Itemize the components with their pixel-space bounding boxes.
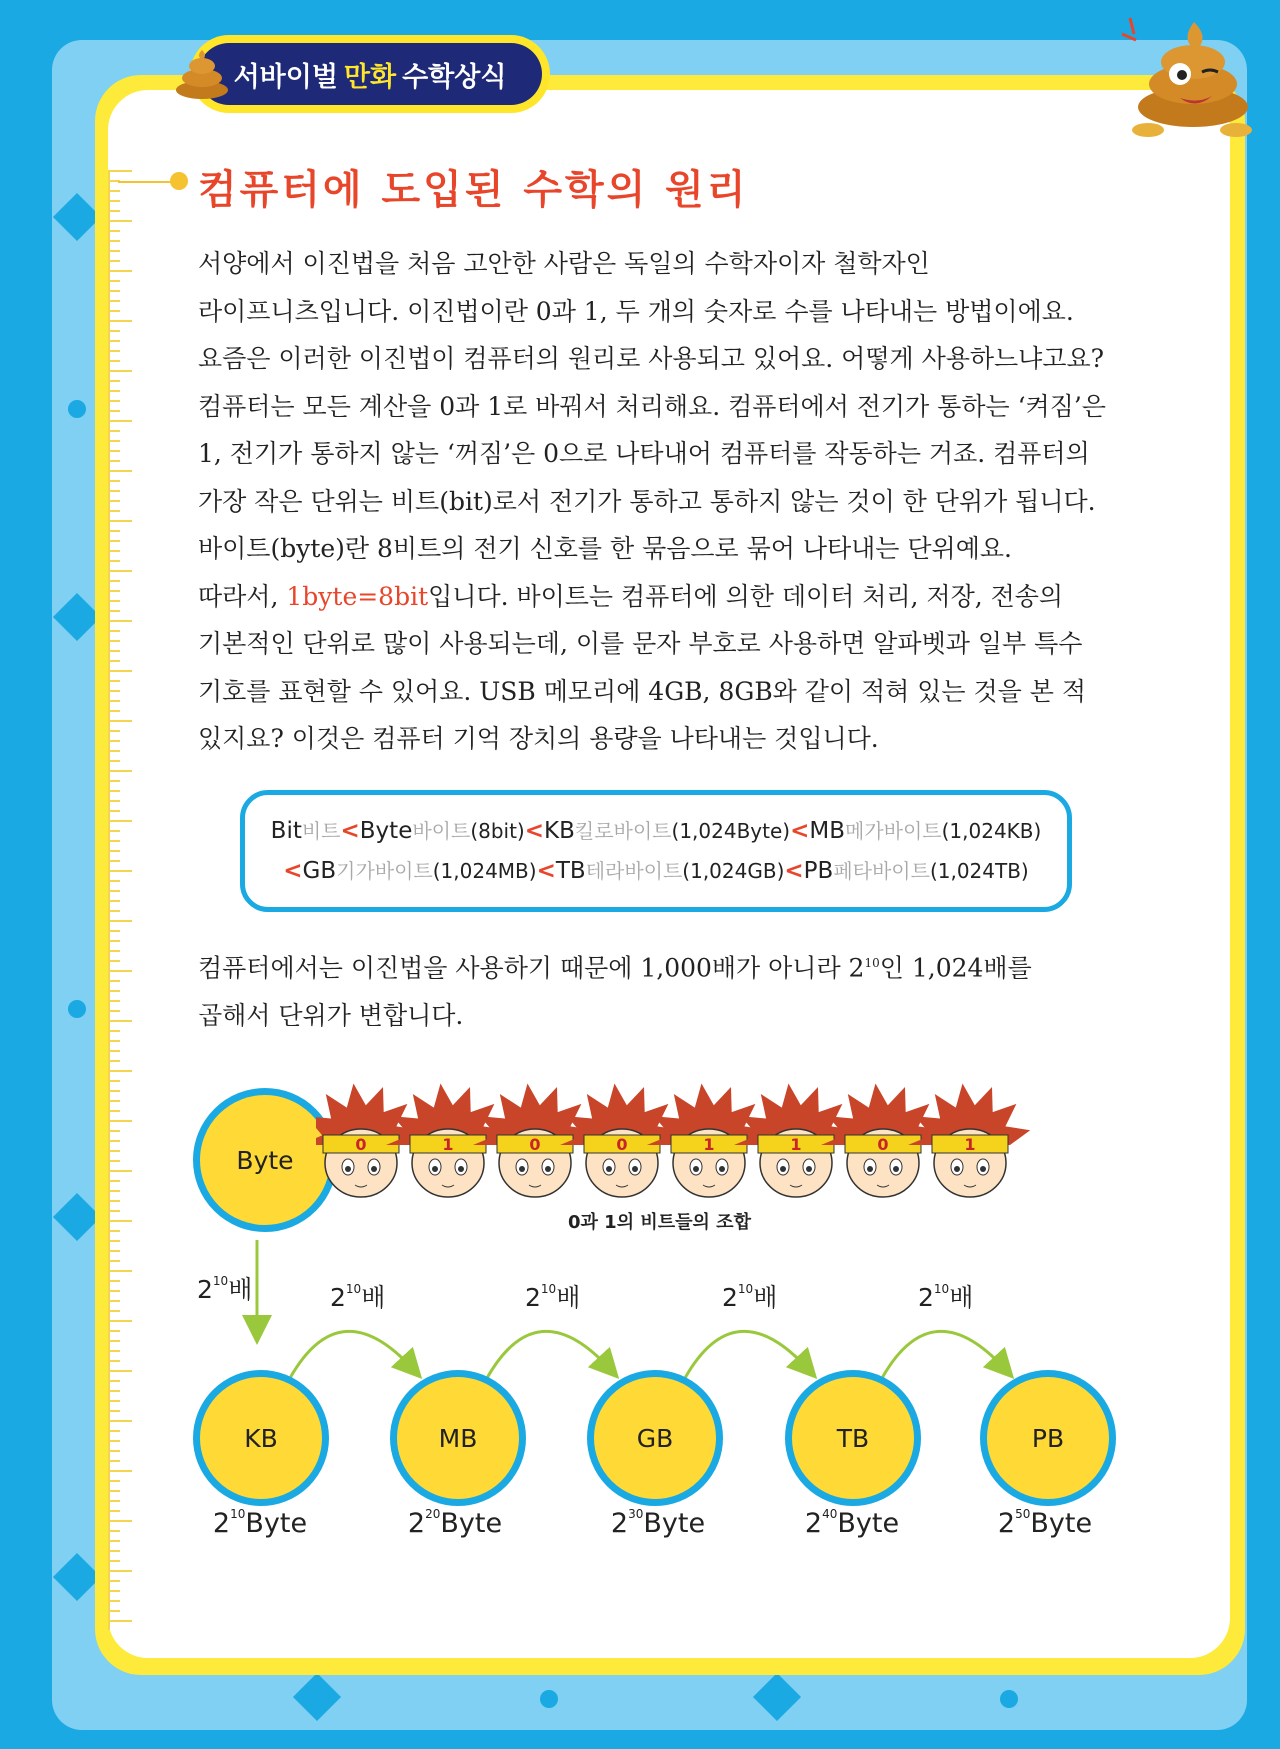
bits-caption: 0과 1의 비트들의 조합 (568, 1212, 751, 1233)
node-value (180, 1508, 340, 1539)
badge-text-1: 서바이벌 (233, 61, 338, 93)
base: 2 (918, 1283, 934, 1312)
unit-tb-n: (1,024GB) (682, 859, 785, 883)
exponent: 10 (345, 1281, 362, 1296)
unit-node-gb (587, 1370, 723, 1506)
bit-digit: 1 (703, 1135, 715, 1154)
unit-kb-kr: 킬로바이트 (574, 819, 672, 843)
base: 2 (722, 1283, 738, 1312)
exponent: 10 (230, 1507, 246, 1521)
unit: 배 (361, 1283, 386, 1312)
curve-arrow (487, 1331, 609, 1378)
base: 2 (804, 1508, 823, 1539)
badge-text-3: 수학상식 (402, 61, 507, 93)
node-value (375, 1508, 535, 1539)
exponent: 10 (540, 1281, 557, 1296)
bit-digit: 1 (964, 1135, 976, 1154)
bit-digit: 0 (877, 1135, 889, 1154)
unit-kb-n: (1,024Byte) (671, 819, 791, 843)
body-line: 바이트(byte)란 8비트의 전기 신호를 한 묶음으로 묶어 나타내는 단위예요. (198, 534, 1012, 563)
page-title: 컴퓨터에 도입된 수학의 원리 (198, 167, 749, 213)
unit-node-kb (193, 1370, 329, 1506)
unit: Byte (245, 1508, 308, 1539)
base: 2 (197, 1275, 213, 1304)
node-label: KB (244, 1423, 278, 1453)
unit: 배 (228, 1275, 253, 1304)
body-line: 기본적인 단위로 많이 사용되는데, 이를 문자 부호로 사용하면 알파벳과 일부 특수 (198, 629, 1083, 658)
bit-digit: 0 (355, 1135, 367, 1154)
body-text: 따라서, (198, 581, 287, 611)
unit: 배 (556, 1283, 581, 1312)
curve-arrow (685, 1331, 807, 1378)
body-line: 1, 전기가 통하지 않는 ‘꺼짐’은 0으로 나타내어 컴퓨터를 작동하는 거죠. 컴퓨터의 (198, 439, 1090, 468)
body-line: 기호를 표현할 수 있어요. USB 메모리에 4GB, 8GB와 같이 적혀 있는 것을 본 적 (198, 676, 1087, 706)
base: 2 (610, 1508, 629, 1539)
unit: 배 (753, 1283, 778, 1312)
badge-text-2: 만화 (343, 61, 397, 93)
unit-pb-n: (1,024TB) (929, 859, 1029, 883)
unit: Byte (440, 1508, 503, 1539)
unit-pb: PB (803, 858, 834, 884)
base: 2 (212, 1508, 231, 1539)
node-label: GB (636, 1423, 674, 1453)
unit-pb-kr: 페타바이트 (833, 859, 930, 883)
unit-mb-n: (1,024KB) (941, 819, 1042, 843)
curve-arrow (290, 1331, 412, 1378)
less-than-icon: < (784, 858, 804, 884)
body-line: 서양에서 이진법을 처음 고안한 사람은 독일의 수학자이자 철학자인 (198, 249, 930, 278)
multiplier-label (197, 1270, 252, 1306)
unit-gb: GB (302, 858, 337, 884)
node-value (965, 1508, 1125, 1539)
unit: Byte (837, 1508, 900, 1539)
unit: Byte (1030, 1508, 1093, 1539)
node-label: PB (1031, 1423, 1065, 1453)
exponent: 50 (1015, 1507, 1031, 1521)
body-line: 가장 작은 단위는 비트(bit)로서 전기가 통하고 통하지 않는 것이 한 단위가 됩니다. (198, 486, 1096, 516)
unit: Byte (643, 1508, 706, 1539)
node-value (772, 1508, 932, 1539)
less-than-icon: < (524, 818, 545, 844)
multiplier-label (525, 1278, 580, 1314)
unit-node-tb (785, 1370, 921, 1506)
exponent: 10 (933, 1281, 950, 1296)
superscript: 10 (864, 956, 880, 970)
unit: 배 (949, 1283, 974, 1312)
unit-node-mb (390, 1370, 526, 1506)
body-line: 요즘은 이러한 이진법이 컴퓨터의 원리로 사용되고 있어요. 어떻게 사용하느냐고요? (198, 344, 1105, 373)
multiplier-label (918, 1278, 973, 1314)
node-value (578, 1508, 738, 1539)
unit-bit: Bit (270, 818, 302, 844)
unit-tb-kr: 테라바이트 (585, 859, 683, 883)
base: 2 (407, 1508, 426, 1539)
unit-byte: Byte (359, 818, 413, 844)
unit-byte-kr: 바이트 (412, 819, 471, 843)
body-line: 컴퓨터는 모든 계산을 0과 1로 바꿔서 처리해요. 컴퓨터에서 전기가 통하는 ‘켜짐’은 (198, 391, 1106, 421)
unit-kb: KB (544, 818, 575, 844)
node-label: MB (438, 1423, 478, 1453)
body-text: 입니다. 바이트는 컴퓨터에 의한 데이터 처리, 저장, 전송의 (428, 581, 1064, 611)
body-line: 곱해서 단위가 변합니다. (198, 1000, 464, 1030)
highlight-formula: 1byte=8bit (286, 581, 429, 611)
unit-node-pb (980, 1370, 1116, 1506)
exponent: 40 (822, 1507, 838, 1521)
unit-mb-kr: 메가바이트 (845, 819, 942, 843)
exponent: 10 (212, 1273, 229, 1288)
unit-gb-n: (1,024MB) (432, 859, 537, 883)
unit-tb: TB (555, 858, 586, 884)
body-line: 있지요? 이것은 컴퓨터 기억 장치의 용량을 나타내는 것입니다. (198, 724, 879, 753)
node-label: TB (836, 1423, 870, 1453)
unit-bit-kr: 비트 (301, 819, 341, 843)
less-than-icon: < (536, 858, 556, 884)
curve-arrow (882, 1331, 1004, 1378)
body-text: 컴퓨터에서는 이진법을 사용하기 때문에 1,000배가 아니라 2 (198, 953, 865, 983)
bit-digit: 1 (442, 1135, 454, 1154)
exponent: 10 (737, 1281, 754, 1296)
byte-label: Byte (236, 1145, 294, 1175)
multiplier-label (330, 1278, 385, 1314)
less-than-icon: < (790, 818, 810, 844)
bit-digit: 0 (616, 1135, 628, 1154)
less-than-icon: < (283, 858, 303, 884)
exponent: 30 (628, 1507, 644, 1521)
less-than-icon: < (340, 818, 360, 844)
body-text: 인 1,024배를 (879, 953, 1032, 983)
unit-gb-kr: 기가바이트 (336, 859, 433, 883)
unit-byte-n: (8bit) (470, 819, 525, 843)
bit-digit: 1 (790, 1135, 802, 1154)
base: 2 (525, 1283, 541, 1312)
bit-digit: 0 (529, 1135, 541, 1154)
base: 2 (330, 1283, 346, 1312)
unit-mb: MB (809, 818, 845, 844)
body-line: 라이프니츠입니다. 이진법이란 0과 1, 두 개의 숫자로 수를 나타내는 방법이에요. (198, 296, 1074, 326)
base: 2 (997, 1508, 1016, 1539)
multiplier-label (722, 1278, 777, 1314)
exponent: 20 (425, 1507, 441, 1521)
